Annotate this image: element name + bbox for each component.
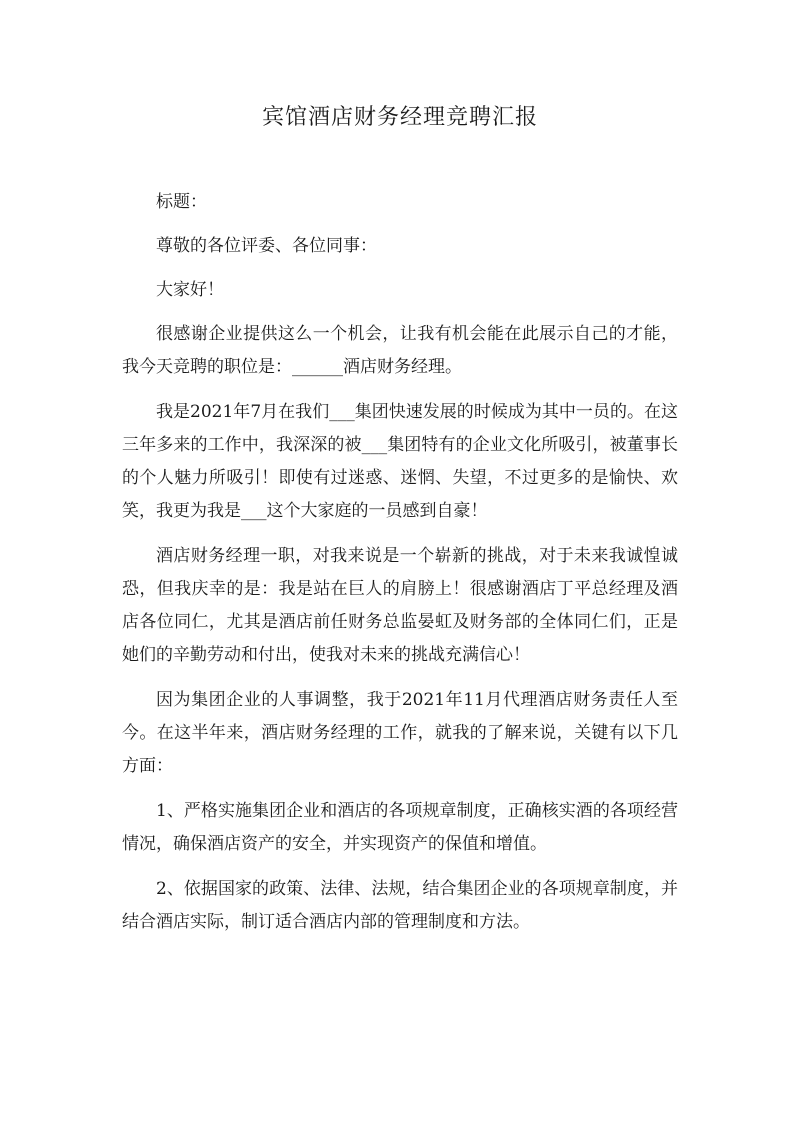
paragraph-challenge: 酒店财务经理一职，对我来说是一个崭新的挑战，对于未来我诚惶诚恐，但我庆幸的是：我是站在巨人的肩膀上！很感谢酒店丁平总经理及酒店各位同仁，尤其是酒店前任财务总监晏虹及财务部的全体同仁们，正是她们的辛勤劳动和付出，使我对未来的挑战充满信心！	[122, 546, 678, 665]
paragraph-duties-intro: 因为集团企业的人事调整，我于2021年11月代理酒店财务责任人至今。在这半年来，酒店财务经理的工作，就我的了解来说，关键有以下几方面：	[122, 690, 678, 776]
paragraph-salutation: 尊敬的各位评委、各位同事：	[156, 236, 377, 256]
paragraph-background: 我是2021年7月在我们___集团快速发展的时候成为其中一员的。在这三年多来的工作中，我深深的被___集团特有的企业文化所吸引，被董事长的个人魅力所吸引！即使有过迷惑、迷惘、失望，不过更多的是愉快、欢笑，我更为我是___这个大家庭的一员感到自豪！	[122, 402, 678, 521]
document-title: 宾馆酒店财务经理竞聘汇报	[261, 105, 538, 130]
paragraph-duty-2: 2、依据国家的政策、法律、法规，结合集团企业的各项规章制度，并结合酒店实际，制订适合酒店内部的管理制度和方法。	[122, 879, 678, 932]
paragraph-heading-label: 标题：	[156, 192, 207, 212]
paragraph-greeting: 大家好！	[156, 280, 224, 300]
paragraph-duty-1: 1、严格实施集团企业和酒店的各项规章制度，正确核实酒的各项经营情况，确保酒店资产的安全，并实现资产的保值和增值。	[122, 801, 678, 854]
document-body	[122, 186, 678, 951]
paragraph-thanks: 很感谢企业提供这么一个机会，让我有机会能在此展示自己的才能，我今天竞聘的职位是：______酒店财务经理。	[122, 324, 678, 377]
